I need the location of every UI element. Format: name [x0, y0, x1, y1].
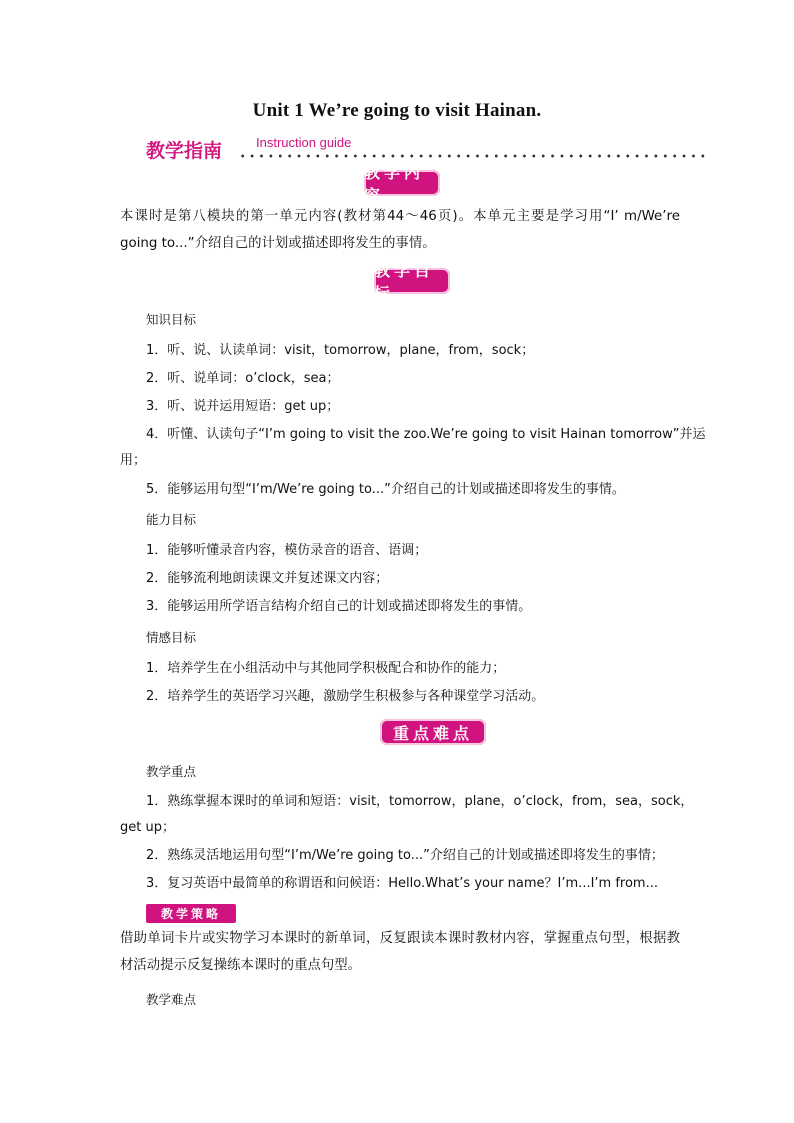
list-item: 3．能够运用所学语言结构介绍自己的计划或描述即将发生的事情。: [146, 599, 532, 614]
section-badge-content: 教学内容: [364, 170, 440, 196]
content-paragraph: 本课时是第八模块的第一单元内容(教材第44～46页)。本单元主要是学习用“I’ m/We’re going to...”介绍自己的计划或描述即将发生的事情。: [120, 209, 680, 251]
section-badge-goals: 教学目标: [374, 268, 450, 294]
list-item: 4．听懂、认读句子“I’m going to visit the zoo.We’re going to visit Hainan tomorrow”并运: [146, 427, 706, 442]
list-item: 1．培养学生在小组活动中与其他同学积极配合和协作的能力；: [146, 661, 506, 676]
list-item: 2．培养学生的英语学习兴趣，激励学生积极参与各种课堂学习活动。: [146, 689, 545, 704]
list-item: 1．听、说、认读单词：visit，tomorrow，plane，from，sock；: [146, 343, 535, 358]
list-item: 2．听、说单词：o’clock，sea；: [146, 371, 340, 386]
guide-title-en: Instruction guide: [256, 135, 352, 150]
list-item: 2．能够流利地朗读课文并复述课文内容；: [146, 571, 389, 586]
focus-heading: 教学重点: [146, 764, 197, 779]
page-title: Unit 1 We’re going to visit Hainan.: [252, 100, 542, 121]
emotion-heading: 情感目标: [146, 630, 197, 645]
knowledge-heading: 知识目标: [146, 312, 197, 327]
guide-title-cn: 教学指南: [146, 140, 223, 162]
ability-heading: 能力目标: [146, 512, 197, 527]
section-badge-strategy: 教学策略: [146, 904, 236, 923]
difficulty-heading: 教学难点: [146, 992, 197, 1007]
section-badge-key: 重点难点: [380, 719, 486, 745]
list-item: 3．听、说并运用短语：get up；: [146, 399, 340, 414]
list-item: 1．能够听懂录音内容，模仿录音的语音、语调；: [146, 543, 428, 558]
strategy-paragraph: 借助单词卡片或实物学习本课时的新单词，反复跟读本课时教材内容，掌握重点句型，根据教材活动提示反复操练本课时的重点句型。: [120, 931, 680, 973]
instruction-guide-header: [146, 136, 712, 162]
list-item: get up；: [120, 820, 175, 835]
list-item: 2．熟练灵活地运用句型“I’m/We’re going to...”介绍自己的计划或描述即将发生的事情；: [146, 848, 664, 863]
dotted-leader: [238, 154, 708, 158]
list-item: 5．能够运用句型“I’m/We’re going to...”介绍自己的计划或描述即将发生的事情。: [146, 482, 625, 497]
list-item: 3．复习英语中最简单的称谓语和问候语：Hello.What’s your name？I’m...I’m from...: [146, 876, 658, 891]
list-item: 用；: [120, 453, 147, 468]
list-item: 1．熟练掌握本课时的单词和短语：visit，tomorrow，plane，o’clock，from，sea，sock，: [146, 794, 694, 809]
